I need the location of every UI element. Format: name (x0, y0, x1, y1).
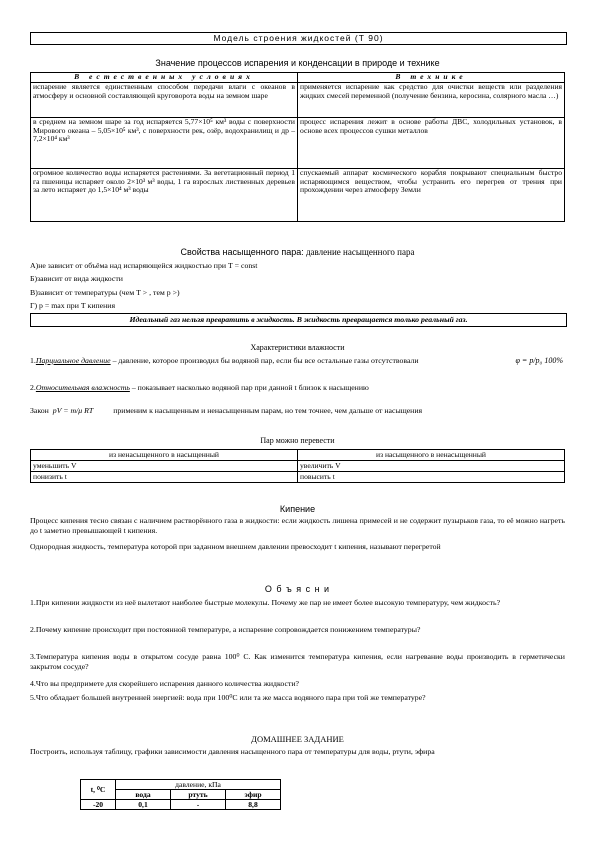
table-cell: спускаемый аппарат космического корабля покрывают специальным быстро испаряющимся веществом, чтобы устранить его перегрев от трения при прохождении через атмосферу Земли (298, 169, 565, 222)
column-header-to-saturated: из ненасыщенного в насыщенный (31, 450, 298, 461)
section-heading-explain: О б ъ я с н и (264, 584, 331, 594)
homework-text: Построить, используя таблицу, графики зависимости давления насыщенного пара от температуры для воды, ртути, эфира (30, 747, 435, 756)
table-cell: уменьшить V (31, 461, 298, 472)
column-header-ether: эфир (226, 790, 281, 800)
list-item: А)не зависит от объёма над испаряющейся жидкостью при Т = const (30, 261, 258, 270)
table-cell: огромное количество воды испаряется растениями. За вегетационный период 1 га пшеницы испаряет около 2×10³ м³ воды, 1 га взрослых лиственных деревьев за лето испаряет до 1,5×10⁴ м³ воды (31, 169, 298, 222)
table-cell: процесс испарения лежит в основе работы ДВС, холодильных установок, в основе всех процессов сушки металлов (298, 118, 565, 169)
table-cell: понизить t (31, 472, 298, 483)
gas-law-formula: pV = m/μ RT (52, 406, 94, 415)
table-cell: испарение является единственным способом передачи влаги с океанов в атмосферу и основной составляющей круговорота воды на земном шаре (31, 83, 298, 118)
relative-humidity-definition: – показывает насколько водяной пар при данной t близок к насыщению (129, 383, 369, 392)
column-header-mercury: ртуть (171, 790, 226, 800)
table-row (81, 800, 281, 810)
saturated-vapor-heading-label: Свойства насыщенного пара: (180, 247, 304, 257)
column-header-to-unsaturated: из насыщенного в ненасыщенный (298, 450, 565, 461)
column-header-nature: В естественных условиях (31, 73, 298, 83)
question-item: 4.Что вы предпримете для скорейшего испарения данного количества жидкости? (30, 679, 300, 688)
column-header-tech: В технике (298, 73, 565, 83)
table-cell: повысить t (298, 472, 565, 483)
list-item: Г) р = max при Т кипения (30, 301, 116, 310)
section-heading-homework: ДОМАШНЕЕ ЗАДАНИЕ (251, 734, 344, 744)
column-header-t: t, ⁰С (81, 780, 116, 800)
saturated-vapor-heading-tail: давление насыщенного пара (305, 247, 415, 257)
column-header-water: вода (116, 790, 171, 800)
gas-law-text: применим к насыщенным и ненасыщенным парам, но тем точнее, чем дальше от насыщения (113, 406, 423, 415)
relative-humidity-term: Относительная влажность (35, 383, 130, 392)
table-cell: увеличить V (298, 461, 565, 472)
table-row (31, 472, 565, 483)
table-row (31, 461, 565, 472)
gas-law-prefix: Закон (30, 406, 49, 415)
table-row (31, 118, 565, 169)
question-item: 2.Почему кипение происходит при постоянной температуре, а испарение сопровождается понижением температуры? (30, 625, 421, 634)
question-item: 1.При кипении жидкости из неё вылетают наиболее быстрые молекулы. Почему же пар не имеет более высокую температуру, чем жидкость? (30, 598, 501, 607)
ideal-gas-note: Идеальный газ нельзя превратить в жидкость. В жидкость превращается только реальный газ. (30, 313, 567, 327)
table-row (31, 169, 565, 222)
partial-pressure-definition: – давление, которое производил бы водяной пар, если бы все остальные газы отсутствовали (110, 356, 419, 365)
conversion-table (30, 449, 565, 483)
page-title: Модель строения жидкостей (Т 90) (30, 32, 567, 45)
table-cell: в среднем на земном шаре за год испаряется 5,77×10⁵ км³ воды с поверхности Мирового океана – 5,05×10⁵ км³, с поверхности рек, озёр, водохранилищ и др – 7,2×10⁴ км³ (31, 118, 298, 169)
list-item: Б)зависит от вида жидкости (30, 274, 123, 283)
table-cell: 8,8 (226, 800, 281, 810)
pressure-table (80, 779, 281, 810)
section-heading-evaporation: Значение процессов испарения и конденсации в природе и технике (155, 58, 440, 68)
boiling-paragraph: Однородная жидкость, температура которой при заданном внешнем давлении превосходит t кипения, называют перегретой (30, 542, 441, 551)
section-heading-humidity: Характеристики влажности (250, 343, 345, 352)
list-item: В)зависит от температуры (чем Т > , тем р >) (30, 288, 180, 297)
section-heading-saturated-vapor (0, 247, 595, 257)
table-cell: 0,1 (116, 800, 171, 810)
humidity-item-partial-pressure: 1.Парциальное давление – давление, которое производил бы водяной пар, если бы все остальные газы отсутствовали (30, 356, 419, 365)
question-item: 3.Температура кипения воды в открытом сосуде равна 100⁰ С. Как изменится температура кипения, если нагревание воды производить в герметически закрытом сосуде? (30, 652, 565, 671)
section-heading-conversion: Пар можно перевести (260, 436, 335, 445)
question-item: 5.Что обладает большей внутренней энергией: вода при 100⁰С или та же масса водяного пара при той же температуре? (30, 693, 426, 702)
table-cell: применяется испарение как средство для очистки веществ или разделения жидких смесей переменной (получение бензина, керосина, солярного масла …) (298, 83, 565, 118)
table-cell: - (171, 800, 226, 810)
relative-humidity-formula: φ = p/p₀ 100% (515, 356, 563, 365)
table-row (31, 83, 565, 118)
gas-law-line (30, 406, 565, 415)
boiling-paragraph: Процесс кипения тесно связан с наличием растворённого газа в жидкости: если жидкость лишена примесей и не содержит пузырьков газа, то её можно нагреть до t заметно превышающей t кипения. (30, 516, 565, 535)
table-cell: -20 (81, 800, 116, 810)
column-header-pressure: давление, кПа (116, 780, 281, 790)
evaporation-table (30, 72, 565, 222)
partial-pressure-term: Парциальное давление (35, 356, 111, 365)
section-heading-boiling: Кипение (279, 504, 316, 514)
humidity-item-relative: 2.Относительная влажность – показывает насколько водяной пар при данной t близок к насыщению (30, 383, 369, 392)
